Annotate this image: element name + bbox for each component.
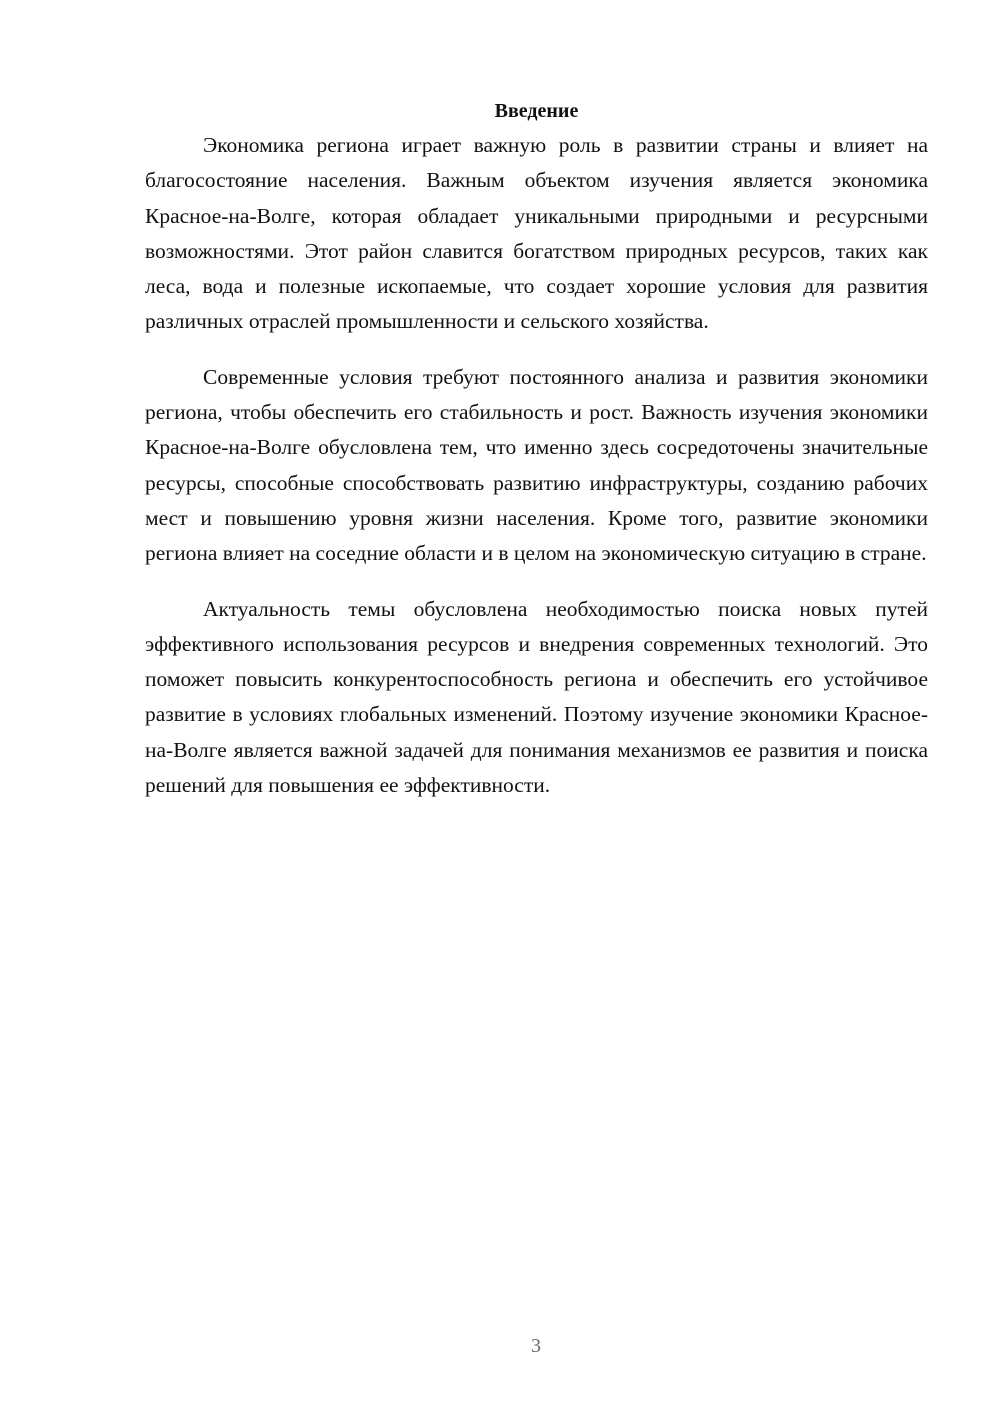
page-content [145,96,928,823]
page-number: 3 [531,1335,541,1357]
paragraph-1: Экономика региона играет важную роль в развитии страны и влияет на благосостояние населения. Важным объектом изучения является экономика Красное-на-Волге, которая обладает уникальными природными и ресурсными возможностями. Этот район славится богатством природных ресурсов, таких как леса, вода и полезные ископаемые, что создает хорошие условия для развития различных отраслей промышленности и сельского хозяйства. [145,133,928,334]
paragraph-2: Современные условия требуют постоянного анализа и развития экономики региона, чтобы обеспечить его стабильность и рост. Важность изучения экономики Красное-на-Волге обусловлена тем, что именно здесь сосредоточены значительные ресурсы, способные способствовать развитию инфраструктуры, созданию рабочих мест и повышению уровня жизни населения. Кроме того, развитие экономики региона влияет на соседние области и в целом на экономическую ситуацию в стране. [145,364,928,566]
section-heading: Введение [494,100,579,122]
paragraph-3: Актуальность темы обусловлена необходимостью поиска новых путей эффективного использования ресурсов и внедрения современных технологий. Это поможет повысить конкурентоспособность региона и обеспечить его устойчивое развитие в условиях глобальных изменений. Поэтому изучение экономики Красное-на-Волге является важной задачей для понимания механизмов ее развития и поиска решений для повышения ее эффективности. [145,596,928,798]
